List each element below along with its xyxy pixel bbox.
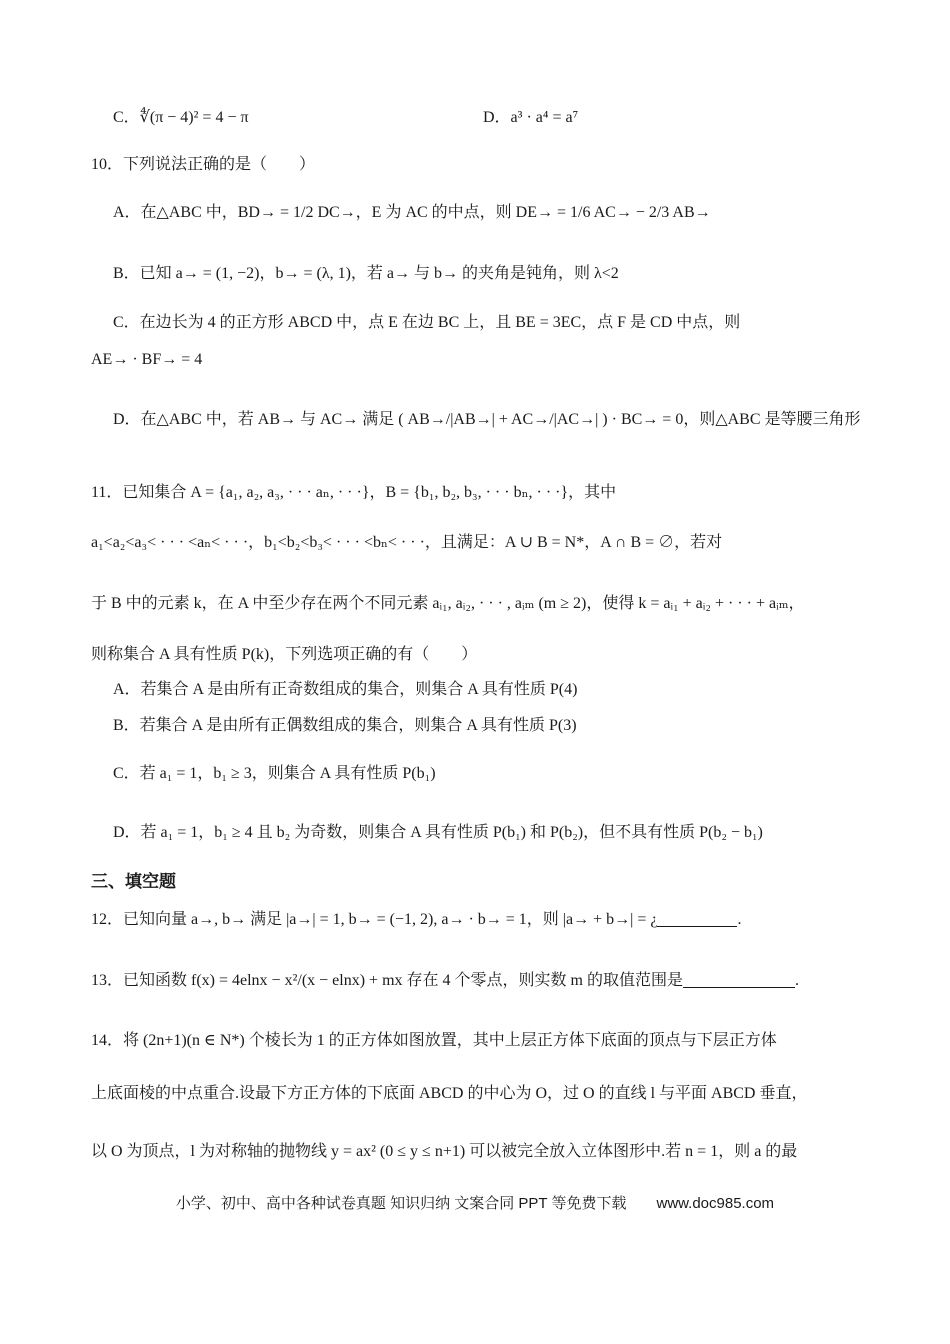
q12-answer-blank (657, 910, 737, 927)
q14-line2: 上底面棱的中点重合.设最下方正方体的下底面 ABCD 的中心为 O，过 O 的直线 l 与平面 ABCD 垂直， (91, 1085, 808, 1102)
q12-end: . (737, 911, 742, 928)
q9-option-d: D．a³ · a⁴ = a⁷ (483, 109, 579, 126)
q10-option-d: D．在△ABC 中，若 AB→ 与 AC→ 满足 ( AB→/|AB→| + AC→/|AC→| ) · BC→ = 0，则△ABC 是等腰三角形 (113, 411, 861, 428)
q13-line (91, 971, 799, 990)
q11-stem-line1: 11．已知集合 A = {a₁, a₂, a₃, · · · aₙ, · · ·}，B = {b₁, b₂, b₃, · · · bₙ, · · ·}，其中 (91, 484, 617, 501)
q14-line3: 以 O 为顶点，l 为对称轴的抛物线 y = ax² (0 ≤ y ≤ n+1) 可以被完全放入立体图形中.若 n = 1，则 a 的最 (91, 1143, 798, 1160)
q11-option-a: A．若集合 A 是由所有正奇数组成的集合，则集合 A 具有性质 P(4) (113, 681, 578, 698)
q11-option-d: D．若 a₁ = 1，b₁ ≥ 4 且 b₂ 为奇数，则集合 A 具有性质 P(b₁) 和 P(b₂)，但不具有性质 P(b₂ − b₁) (113, 824, 763, 841)
page-footer (0, 1192, 950, 1213)
q12-line (91, 910, 741, 929)
q10-option-c-line1: C．在边长为 4 的正方形 ABCD 中，点 E 在边 BC 上，且 BE = 3EC，点 F 是 CD 中点，则 (113, 314, 741, 331)
q13-end: . (794, 972, 799, 989)
q10-option-a: A．在△ABC 中，BD→ = 1/2 DC→，E 为 AC 的中点，则 DE→ = 1/6 AC→ − 2/3 AB→ (113, 204, 711, 221)
footer-text: 小学、初中、高中各种试卷真题 知识归纳 文案合同 PPT 等免费下载 (175, 1195, 627, 1212)
q10-option-b: B．已知 a→ = (1, −2)，b→ = (λ, 1)，若 a→ 与 b→ 的夹角是钝角，则 λ<2 (113, 265, 619, 282)
q10-stem: 10．下列说法正确的是（ ） (91, 156, 316, 173)
q11-stem-line4: 则称集合 A 具有性质 P(k)，下列选项正确的有（ ） (91, 646, 478, 663)
section-heading-fill-in: 三、填空题 (91, 872, 176, 891)
footer-url[interactable]: www.doc985.com (656, 1195, 775, 1212)
q9-option-c: C．∜(π − 4)² = 4 − π (113, 109, 249, 126)
q14-line1: 14．将 (2n+1)(n ∈ N*) 个棱长为 1 的正方体如图放置，其中上层正方体下底面的顶点与下层正方体 (91, 1032, 777, 1049)
q11-stem-line2: a₁<a₂<a₃< · · · <aₙ< · · ·，b₁<b₂<b₃< · · · <bₙ< · · ·，且满足：A ∪ B = N*，A ∩ B = ∅，若对 (91, 534, 723, 551)
q13-answer-blank (683, 971, 795, 988)
q11-option-b: B．若集合 A 是由所有正偶数组成的集合，则集合 A 具有性质 P(3) (113, 717, 577, 734)
q12-text: 12．已知向量 a→, b→ 满足 |a→| = 1, b→ = (−1, 2), a→ · b→ = 1，则 |a→ + b→| = ¿ (91, 911, 658, 928)
q10-option-c-line2: AE→ · BF→ = 4 (91, 351, 203, 368)
q13-text: 13．已知函数 f(x) = 4elnx − x²/(x − elnx) + mx 存在 4 个零点，则实数 m 的取值范围是 (91, 972, 683, 989)
q11-option-c: C．若 a₁ = 1，b₁ ≥ 3，则集合 A 具有性质 P(b₁) (113, 765, 436, 782)
q11-stem-line3: 于 B 中的元素 k，在 A 中至少存在两个不同元素 aᵢ₁, aᵢ₂, · · · , aᵢₘ (m ≥ 2)，使得 k = aᵢ₁ + aᵢ₂ + · · · + aᵢₘ， (91, 595, 805, 612)
